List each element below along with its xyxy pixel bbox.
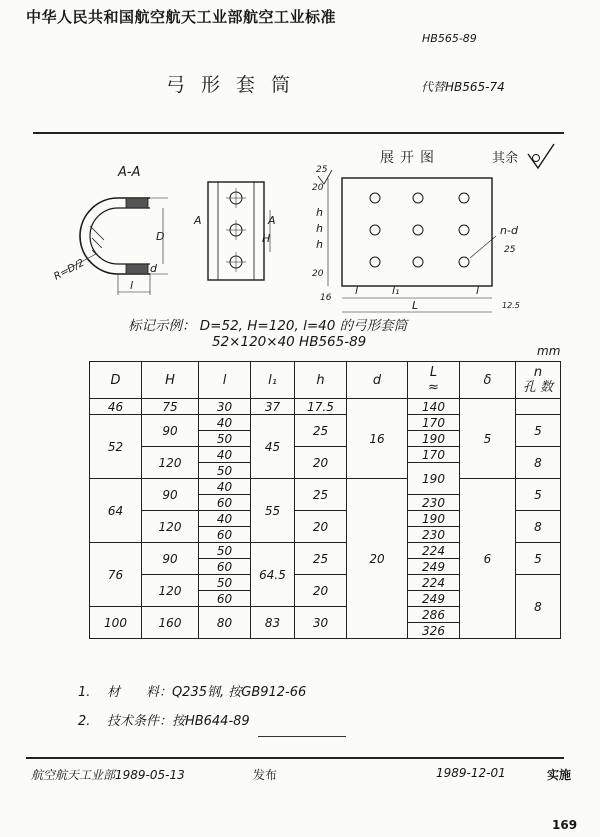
table-row: 60 230: [90, 527, 561, 543]
view-A: A: [194, 214, 202, 227]
col-l: l: [199, 362, 251, 399]
table-row: 120 40 20 170 8: [90, 447, 561, 463]
svg-text:l: l: [476, 284, 480, 297]
svg-text:l₁: l₁: [392, 284, 400, 297]
dim-L: L: [412, 299, 419, 312]
svg-text:h: h: [316, 222, 323, 235]
top-rule: [33, 132, 564, 134]
svg-text:25: 25: [504, 245, 516, 255]
svg-text:25: 25: [316, 165, 328, 175]
col-n: n 孔 数: [516, 362, 561, 399]
table-row: 52 90 40 45 25 170 5: [90, 415, 561, 431]
u-profile-inner: [90, 208, 150, 264]
technical-drawing: [0, 140, 600, 320]
table-row: 120 40 20 190 8: [90, 511, 561, 527]
table-row: 60 249: [90, 559, 561, 575]
rest-label: 其余: [492, 151, 519, 166]
col-D: D: [90, 362, 142, 399]
page-title: 弓形套筒: [166, 74, 307, 96]
table-row: 60 249: [90, 591, 561, 607]
col-delta: δ: [460, 362, 516, 399]
table-row: 50 190: [90, 431, 561, 447]
unit-label: mm: [537, 344, 561, 358]
bottom-rule: [26, 757, 564, 759]
col-L: L ≈: [408, 362, 460, 399]
replaces-code: 代替HB565-74: [421, 80, 505, 94]
table-row: 326: [90, 623, 561, 639]
standard-code: HB565-89: [422, 32, 477, 45]
radius-label: R=D/2: [52, 257, 87, 283]
roughness-symbol: [528, 144, 554, 168]
divider: [258, 736, 346, 737]
effective-date: 1989-12-01: [436, 766, 506, 780]
col-h: h: [295, 362, 347, 399]
develop-label: 展开图: [380, 150, 440, 166]
implement-label: 实施: [547, 768, 572, 782]
table-row: 60 230: [90, 495, 561, 511]
table-row: 100 160 80 83 30 286: [90, 607, 561, 623]
table-row: 50 190: [90, 463, 561, 479]
svg-text:A: A: [268, 214, 276, 227]
page-number: 169: [552, 818, 578, 832]
svg-text:h: h: [316, 238, 323, 251]
table-row: 76 90 50 64.5 25 224 5: [90, 543, 561, 559]
dim-d: d: [150, 262, 157, 275]
col-H: H: [142, 362, 199, 399]
develop-view: [342, 178, 492, 286]
issuer-date: 航空航天工业部1989-05-13: [31, 768, 185, 782]
dim-H: H: [262, 232, 271, 245]
dim-l: l: [130, 279, 134, 292]
spec-table: [89, 361, 561, 639]
svg-text:20: 20: [312, 269, 324, 279]
col-d: d: [347, 362, 408, 399]
table-header-row: [90, 362, 561, 399]
col-l1: l₁: [251, 362, 295, 399]
table-row: 46 75 30 37 17.5 16 140 5: [90, 399, 561, 415]
standard-org: 中华人民共和国航空航天工业部航空工业标准: [26, 8, 337, 26]
svg-text:16: 16: [320, 293, 332, 303]
svg-text:20: 20: [312, 183, 324, 193]
note-material: 1. 材 料：Q235钢, 按GB912-66: [78, 685, 307, 700]
issue-label: 发布: [253, 768, 278, 782]
svg-text:12.5: 12.5: [502, 301, 520, 310]
marking-example-line1: 标记示例： D=52, H=120, l=40 的弓形套筒: [128, 318, 408, 334]
svg-text:h: h: [316, 206, 323, 219]
marking-example-line2: 52×120×40 HB565-89: [212, 334, 367, 350]
holes-n-d: n-d: [500, 224, 518, 237]
table-row: 64 90 40 55 25 20 6 5: [90, 479, 561, 495]
dim-D: D: [156, 230, 165, 243]
section-label: A-A: [118, 165, 141, 180]
note-technical: 2. 技术条件：按HB644-89: [78, 714, 250, 729]
svg-text:l: l: [355, 284, 359, 297]
table-row: 120 50 20 224 8: [90, 575, 561, 591]
